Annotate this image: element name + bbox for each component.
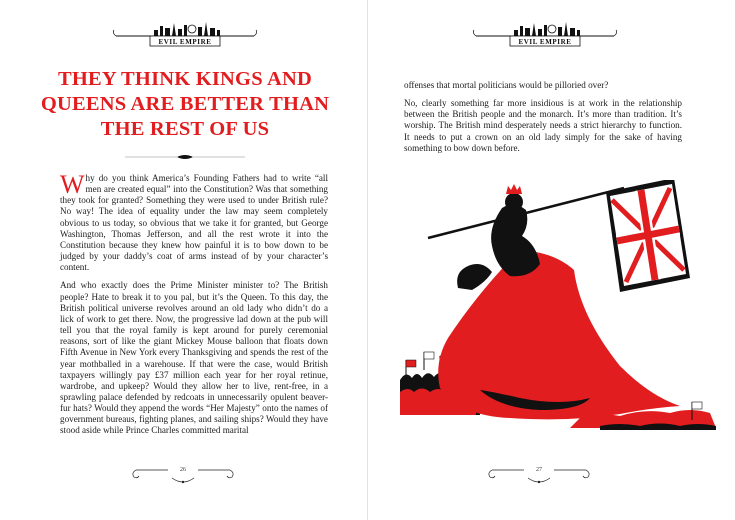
running-header <box>470 16 620 50</box>
running-header <box>110 16 260 50</box>
header-label: EVIL EMPIRE <box>158 38 212 46</box>
drop-cap: W <box>60 170 85 199</box>
page-number-ornament <box>128 462 238 486</box>
right-body-text <box>404 80 682 161</box>
header-label: EVIL EMPIRE <box>518 38 572 46</box>
page-number-ornament <box>484 462 594 486</box>
paragraph: Why do you think America’s Founding Fathers had to write “all men are created equal” into the Constitution? Was that something they took for granted? Something they were used to under British rule? No way! The idea of equality under the law may seem completely obvious to us today, so obvious that we take it for granted, but George Washington, Thomas Jefferson, and all the rest wrote it into the Constitution because they knew how painful it is to bow down to be judged by your daddy’s coat of arms instead of by your character’s content. <box>60 170 328 273</box>
queen-with-union-jack-illustration <box>400 180 716 445</box>
flag-pole <box>428 188 624 238</box>
title-divider <box>125 153 245 161</box>
page-number: 26 <box>180 467 186 473</box>
paragraph: And who exactly does the Prime Minister minister to? The British people? Hate to break it to you pal, but it’s the Queen. To this day, the British political universe revolves around an old lady who didn’t do a lick of work to get there. Now, the progressive lad down at the pub will tell you that the royal family is kept around for purely ceremonial reasons, sort of like the giant Mickey Mouse balloon that floats down Fifth Avenue in New York every Thanksgiving and spends the rest of the year mothballed in a warehouse. If that were the case, would British taxpayers willingly pay £37 million each year for her royal retinue, wardrobe, and upkeep? Would they allow her to live, rent-free, in a sprawling palace defended by redcoats in unnecessarily opulent beaver-fur hats? Would they append the words “Her Majesty” onto the names of government bureaus, fighting planes, and sailing ships? Would they have stood aside while Prince Charles committed marital <box>60 280 328 436</box>
right-page <box>368 0 735 520</box>
page-number: 27 <box>536 467 542 473</box>
chapter-title: THEY THINK KINGS AND QUEENS ARE BETTER THAN THE REST OF US <box>40 68 330 140</box>
ornament-icon <box>128 462 238 486</box>
paragraph: No, clearly something far more insidious is at work in the relationship between the British people and the monarch. It’s more than tradition. It’s worship. The British mind desperately needs a strict hierarchy to function. It needs to put a crown on an old lady simply for the sake of having something to bow down before. <box>404 98 682 153</box>
ornament-icon <box>484 462 594 486</box>
left-page <box>0 0 367 520</box>
paragraph: offenses that mortal politicians would be pilloried over? <box>404 80 609 90</box>
union-jack-flag <box>606 180 690 292</box>
left-body-text <box>60 170 328 444</box>
